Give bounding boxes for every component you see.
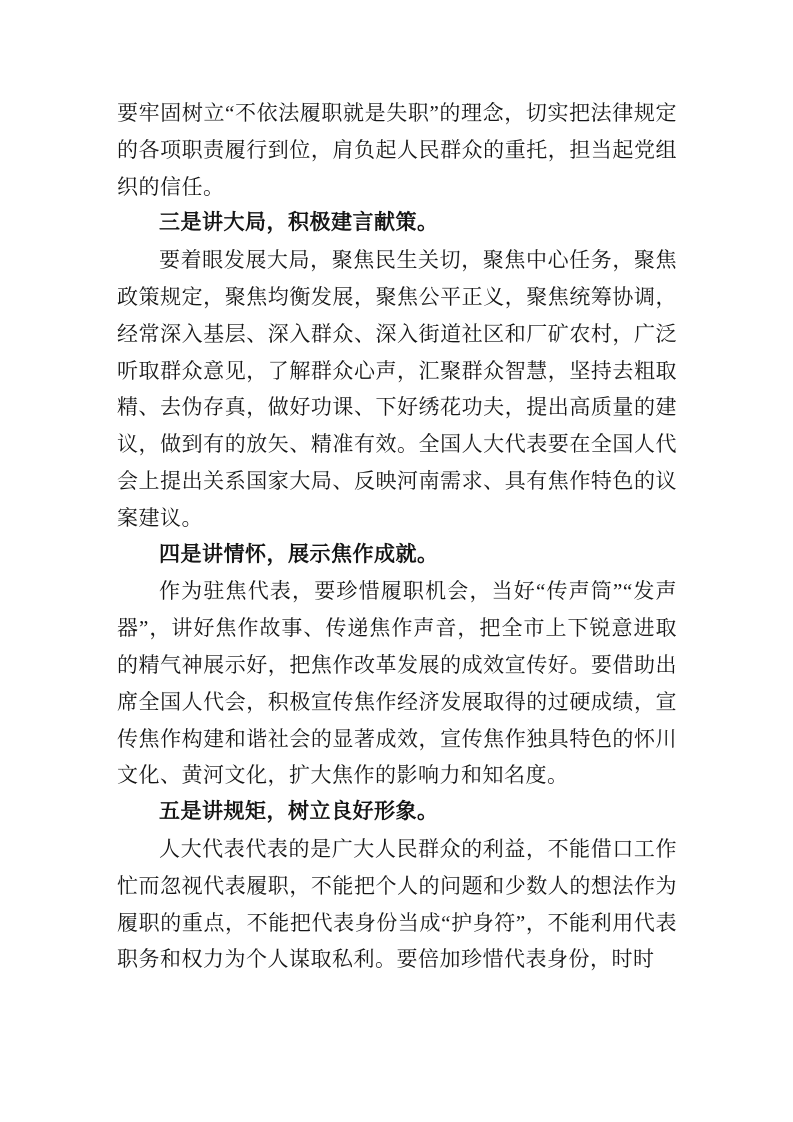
- document-body: [117, 95, 677, 978]
- body-paragraph: 作为驻焦代表，要珍惜履职机会，当好“传声筒”“发声器”，讲好焦作故事、传递焦作声音，把全市上下锐意进取的精气神展示好，把焦作改革发展的成效宣传好。要借助出席全国人代会，积极宣传焦作经济发展取得的过硬成绩，宣传焦作构建和谐社会的显著成效，宣传焦作独具特色的怀川文化、黄河文化，扩大焦作的影响力和知名度。: [117, 579, 677, 788]
- body-paragraph: 要牢固树立“不依法履职就是失职”的理念，切实把法律规定的各项职责履行到位，肩负起人民群众的重托，担当起党组织的信任。: [117, 101, 677, 199]
- body-paragraph: 人大代表代表的是广大人民群众的利益，不能借口工作忙而忽视代表履职，不能把个人的问题和少数人的想法作为履职的重点，不能把代表身份当成“护身符”，不能利用代表职务和权力为个人谋取私利。要倍加珍惜代表身份，时时: [117, 836, 677, 972]
- body-paragraph: 要着眼发展大局，聚焦民生关切，聚焦中心任务，聚焦政策规定，聚焦均衡发展，聚焦公平正义，聚焦统筹协调，经常深入基层、深入群众、深入街道社区和厂矿农村，广泛听取群众意见，了解群众心声，汇聚群众智慧，坚持去粗取精、去伪存真，做好功课、下好绣花功夫，提出高质量的建议，做到有的放矢、精准有效。全国人大代表要在全国人代会上提出关系国家大局、反映河南需求、具有焦作特色的议案建议。: [117, 248, 677, 530]
- section-heading: 五是讲规矩，树立良好形象。: [159, 800, 439, 824]
- section-heading: 四是讲情怀，展示焦作成就。: [159, 542, 439, 566]
- section-heading: 三是讲大局，积极建言献策。: [159, 211, 439, 235]
